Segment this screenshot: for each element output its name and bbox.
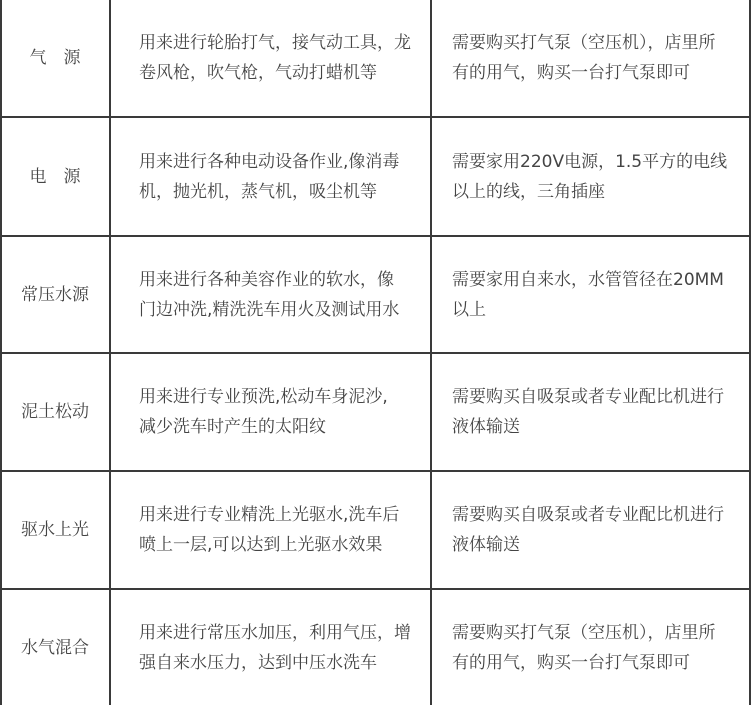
requirement-cell <box>432 118 751 235</box>
usage-text: 用来进行轮胎打气，接气动工具，龙 卷风枪，吹气枪，气动打蜡机等 <box>139 33 411 83</box>
table-row-water-air-mix <box>0 590 751 705</box>
row-name-cell <box>0 354 110 470</box>
requirement-text: 需要家用自来水，水管管径在20MM 以上 <box>452 269 724 320</box>
row-name: 泥土松动 <box>21 402 89 422</box>
requirement-text: 需要购买打气泵（空压机），店里所 有的用气，购买一台打气泵即可 <box>452 33 716 83</box>
requirement-text: 需要家用220V电源，1.5平方的电线 以上的线，三角插座 <box>452 151 728 202</box>
table-row-normal-water <box>0 237 751 352</box>
usage-text: 用来进行各种电动设备作业,像消毒 机，抛光机，蒸气机，吸尘机等 <box>139 151 400 202</box>
table-row-water-repel-shine <box>0 472 751 588</box>
requirement-cell <box>432 237 751 352</box>
row-divider <box>0 116 751 118</box>
row-name: 气 源 <box>29 48 81 68</box>
usage-text: 用来进行专业预洗,松动车身泥沙, 减少洗车时产生的太阳纹 <box>139 387 388 437</box>
requirement-text: 需要购买自吸泵或者专业配比机进行 液体输送 <box>452 505 724 555</box>
row-divider <box>0 235 751 237</box>
requirement-cell <box>432 472 751 588</box>
usage-text: 用来进行常压水加压，利用气压，增 强自来水压力，达到中压水洗车 <box>139 622 411 673</box>
usage-text: 用来进行专业精洗上光驱水,洗车后 喷上一层,可以达到上光驱水效果 <box>139 505 400 555</box>
usage-text: 用来进行各种美容作业的软水，像 门边冲洗,精洗洗车用火及测试用水 <box>139 269 400 320</box>
row-name-cell <box>0 472 110 588</box>
row-name: 电 源 <box>29 166 81 187</box>
row-name: 水气混合 <box>21 637 89 658</box>
requirement-cell <box>432 590 751 705</box>
table-row-power-source <box>0 118 751 235</box>
usage-cell <box>112 472 430 588</box>
requirement-cell <box>432 354 751 470</box>
usage-cell <box>112 590 430 705</box>
table-row-air-source <box>0 0 751 116</box>
row-name-cell <box>0 118 110 235</box>
usage-cell <box>112 0 430 116</box>
row-divider <box>0 352 751 354</box>
row-divider <box>0 470 751 472</box>
row-name-cell <box>0 237 110 352</box>
requirement-text: 需要购买自吸泵或者专业配比机进行 液体输送 <box>452 387 724 437</box>
row-divider <box>0 588 751 590</box>
requirement-cell <box>432 0 751 116</box>
usage-cell <box>112 237 430 352</box>
row-name: 驱水上光 <box>21 520 89 540</box>
usage-cell <box>112 354 430 470</box>
row-name-cell <box>0 590 110 705</box>
row-name-cell <box>0 0 110 116</box>
usage-cell <box>112 118 430 235</box>
row-name: 常压水源 <box>21 284 89 305</box>
requirement-text: 需要购买打气泵（空压机），店里所 有的用气，购买一台打气泵即可 <box>452 622 716 673</box>
table-row-soil-loosening <box>0 354 751 470</box>
